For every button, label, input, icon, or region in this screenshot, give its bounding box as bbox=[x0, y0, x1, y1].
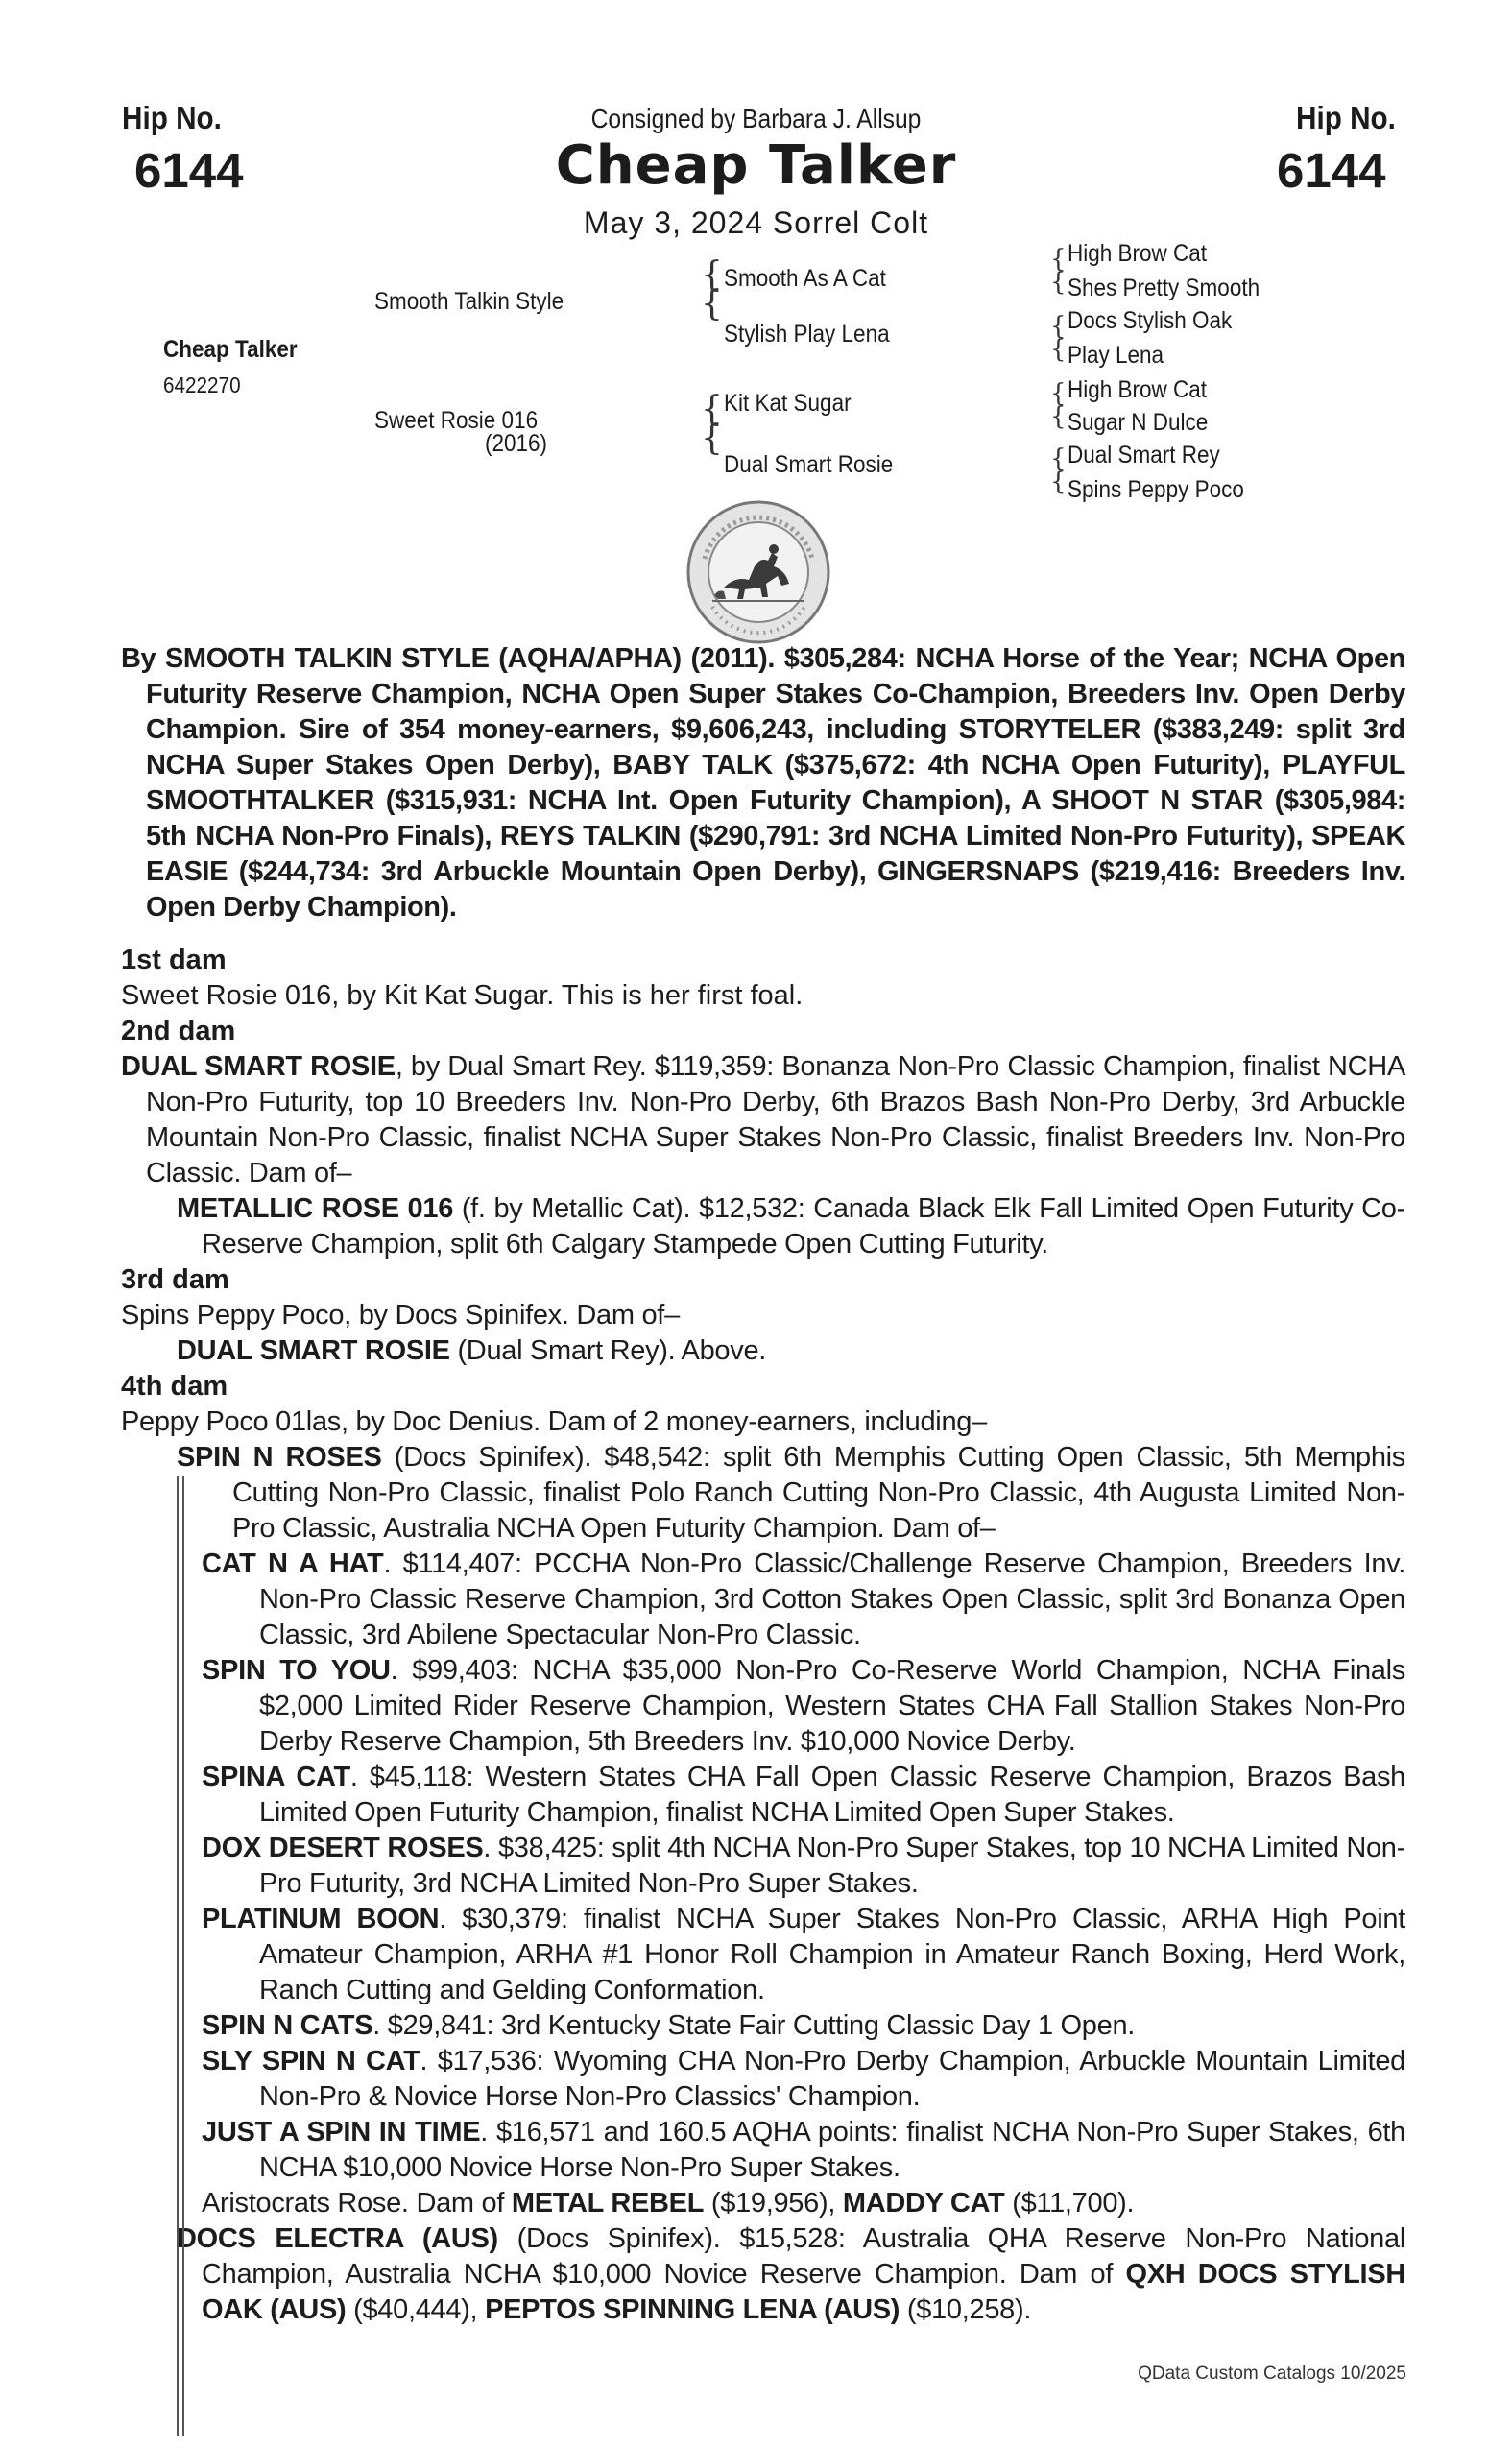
sire-section bbox=[121, 641, 1405, 925]
grand-produce-entry bbox=[121, 1547, 1405, 1653]
fourth-dam-text: Peppy Poco 01las, by Doc Denius. Dam of 2 money-earners, including– bbox=[121, 1406, 987, 1437]
docs-produce-name: PEPTOS SPINNING LENA (AUS) bbox=[485, 2294, 900, 2325]
aristocrats-mid: ($19,956), bbox=[704, 2188, 843, 2219]
produce-text: (Dual Smart Rey). Above. bbox=[449, 1335, 767, 1366]
pedigree-dam-dam: Dual Smart Rosie bbox=[724, 451, 894, 478]
fourth-dam-heading: 4th dam bbox=[121, 1371, 228, 1402]
third-dam-heading: 3rd dam bbox=[121, 1264, 229, 1295]
grand-produce-name: SLY SPIN N CAT bbox=[202, 2046, 420, 2076]
horse-name-title: Cheap Talker bbox=[555, 134, 957, 197]
grand-produce-entry bbox=[121, 1831, 1405, 1902]
grand-produce-text: . $16,571 and 160.5 AQHA points: finalist NCHA Non-Pro Super Stakes, 6th NCHA $10,000 Novice Horse Non-Pro Super Stakes. bbox=[259, 2117, 1406, 2183]
pedigree-gen4: Sugar N Dulce bbox=[1068, 409, 1209, 436]
pedigree-sire: Smooth Talkin Style bbox=[374, 288, 564, 315]
family-bar bbox=[182, 1476, 184, 2436]
consignor-line: Consigned by Barbara J. Allsup bbox=[590, 104, 922, 133]
spin-n-roses-block bbox=[121, 1440, 1405, 2221]
footer-credit: QData Custom Catalogs 10/2025 bbox=[1138, 2364, 1406, 2384]
docs-produce-name: QXH DOCS STYLISH OAK (AUS) bbox=[202, 2259, 1406, 2325]
pedigree-gen4: Dual Smart Rey bbox=[1068, 442, 1220, 468]
grand-produce-entry bbox=[121, 1902, 1405, 2008]
ncha-seal-icon bbox=[685, 499, 831, 645]
third-dam-text: Spins Peppy Poco, by Docs Spinifex. Dam of– bbox=[121, 1300, 680, 1331]
grand-produce-name: JUST A SPIN IN TIME bbox=[202, 2117, 481, 2148]
second-dam-name: DUAL SMART ROSIE bbox=[121, 1051, 396, 1082]
aristocrats-name1: METAL REBEL bbox=[511, 2188, 705, 2219]
grand-produce-entry bbox=[121, 1653, 1405, 1760]
grand-produce-text: . $29,841: 3rd Kentucky State Fair Cutting Classic Day 1 Open. bbox=[372, 2010, 1136, 2041]
female-family bbox=[121, 943, 1405, 2328]
grand-produce-name: PLATINUM BOON bbox=[202, 1904, 440, 1934]
produce-entry bbox=[121, 1191, 1405, 1262]
pedigree-dam-year: (2016) bbox=[485, 430, 548, 457]
produce-text: (Docs Spinifex). $15,528: Australia QHA Reserve Non-Pro National Champion, Australia NCHA $10,000 Novice Reserve Champion. Dam of bbox=[202, 2223, 1405, 2290]
pedigree-sire-sire: Smooth As A Cat bbox=[724, 265, 886, 292]
pedigree-gen4: High Brow Cat bbox=[1068, 376, 1208, 403]
brace-icon: { { bbox=[1050, 379, 1067, 431]
second-dam-entry bbox=[121, 1049, 1405, 1191]
brace-icon: { { bbox=[1050, 312, 1067, 364]
second-dam-heading: 2nd dam bbox=[121, 1016, 236, 1046]
brace-icon: { { bbox=[701, 255, 723, 324]
grand-produce-text: . $99,403: NCHA $35,000 Non-Pro Co-Reserve World Champion, NCHA Finals $2,000 Limited Rider Reserve Champion, Western States CHA Fall Stallion Stakes Non-Pro Derby Reserve Champion, 5th Breeders Inv. $10,000 Novice Derby. bbox=[259, 1655, 1405, 1757]
produce-entry bbox=[121, 1333, 1405, 1369]
grand-produce-name: SPINA CAT bbox=[202, 1762, 350, 1792]
hip-label-left: Hip No. bbox=[122, 100, 222, 135]
produce-name: DOCS ELECTRA (AUS) bbox=[177, 2223, 498, 2254]
hip-number-right: 6144 bbox=[1277, 143, 1386, 198]
grand-produce-name: CAT N A HAT bbox=[202, 1548, 384, 1579]
foal-info: May 3, 2024 Sorrel Colt bbox=[583, 205, 929, 240]
produce-text: (f. by Metallic Cat). $12,532: Canada Black Elk Fall Limited Open Futurity Co-Reserve Champion, split 6th Calgary Stampede Open Cutting Futurity. bbox=[202, 1193, 1405, 1260]
produce-name: SPIN N ROSES bbox=[177, 1442, 382, 1473]
pedigree-dam: Sweet Rosie 016 bbox=[374, 407, 539, 434]
sire-paragraph: By SMOOTH TALKIN STYLE (AQHA/APHA) (2011). $305,284: NCHA Horse of the Year; NCHA Open Futurity Reserve Champion, NCHA Open Super Stakes Co-Champion, Breeders Inv. Open Derby Champion. Sire of 354 money-earners, $9,606,243, including STORYTELER ($383,249: split 3rd NCHA Super Stakes Open Derby), BABY TALK ($375,672: 4th NCHA Open Futurity), PLAYFUL SMOOTHTALKER ($315,931: NCHA Int. Open Futurity Champion), A SHOOT N STAR ($305,984: 5th NCHA Non-Pro Finals), REYS TALKIN ($290,791: 3rd NCHA Limited Non-Pro Futurity), SPEAK EASIE ($244,734: 3rd Arbuckle Mountain Open Derby), GINGERSNAPS ($219,416: Breeders Inv. Open Derby Champion). bbox=[121, 643, 1405, 923]
aristocrats-name2: MADDY CAT bbox=[842, 2188, 1005, 2219]
aristocrats-suffix: ($11,700). bbox=[1004, 2188, 1135, 2219]
brace-icon: { { bbox=[1050, 245, 1067, 297]
pedigree-gen4: High Brow Cat bbox=[1068, 240, 1208, 267]
grand-produce-text: . $38,425: split 4th NCHA Non-Pro Super Stakes, top 10 NCHA Limited Non-Pro Futurity, 3rd NCHA Limited Non-Pro Super Stakes. bbox=[259, 1833, 1405, 1899]
aristocrats-prefix: Aristocrats Rose. Dam of bbox=[202, 2188, 512, 2219]
pedigree-gen4: Docs Stylish Oak bbox=[1068, 307, 1233, 334]
pedigree-gen4: Spins Peppy Poco bbox=[1068, 476, 1244, 503]
hip-label-right: Hip No. bbox=[1296, 100, 1396, 135]
grand-produce-entry bbox=[121, 2044, 1405, 2115]
grand-produce-name: SPIN N CATS bbox=[202, 2010, 373, 2041]
first-dam-text: Sweet Rosie 016, by Kit Kat Sugar. This is her first foal. bbox=[121, 980, 804, 1011]
docs-produce-suffix: ($10,258). bbox=[900, 2294, 1032, 2325]
docs-produce-mid: ($40,444), bbox=[346, 2294, 486, 2325]
pedigree-sire-dam: Stylish Play Lena bbox=[724, 321, 890, 348]
produce-entry bbox=[121, 2221, 1405, 2328]
pedigree-registration: 6422270 bbox=[163, 372, 241, 397]
brace-icon: { { bbox=[701, 390, 723, 458]
family-bar bbox=[177, 1476, 179, 2436]
grand-produce-text: . $30,379: finalist NCHA Super Stakes Non-Pro Classic, ARHA High Point Amateur Champion, ARHA #1 Honor Roll Champion in Amateur Ranch Boxing, Herd Work, Ranch Cutting and Gelding Conformation. bbox=[259, 1904, 1405, 2005]
produce-name: DUAL SMART ROSIE bbox=[177, 1335, 450, 1366]
grand-produce-name: SPIN TO YOU bbox=[202, 1655, 391, 1686]
hip-number-left: 6144 bbox=[134, 143, 244, 198]
grand-produce-entry bbox=[121, 1760, 1405, 1831]
second-dam-text: , by Dual Smart Rey. $119,359: Bonanza Non-Pro Classic Champion, finalist NCHA Non-Pro Futurity, top 10 Breeders Inv. Non-Pro Derby, 6th Brazos Bash Non-Pro Derby, 3rd Arbuckle Mountain Non-Pro Classic, finalist NCHA Super Stakes Non-Pro Classic, finalist Breeders Inv. Non-Pro Classic. Dam of– bbox=[146, 1051, 1405, 1188]
pedigree-subject: Cheap Talker bbox=[163, 336, 298, 363]
grand-produce-entry bbox=[121, 2115, 1405, 2186]
produce-entry bbox=[121, 1440, 1405, 1547]
grand-produce-entry bbox=[121, 2186, 1405, 2221]
brace-icon: { { bbox=[1050, 444, 1067, 496]
grand-produce-text: . $114,407: PCCHA Non-Pro Classic/Challenge Reserve Champion, Breeders Inv. Non-Pro Classic Reserve Champion, 3rd Cotton Stakes Open Classic, split 3rd Bonanza Open Classic, 3rd Abilene Spectacular Non-Pro Classic. bbox=[259, 1548, 1405, 1650]
grand-produce-text: . $45,118: Western States CHA Fall Open Classic Reserve Champion, Brazos Bash Limited Open Futurity Champion, finalist NCHA Limited Open Super Stakes. bbox=[259, 1762, 1405, 1828]
pedigree-gen4: Shes Pretty Smooth bbox=[1068, 275, 1260, 301]
grand-produce-text: . $17,536: Wyoming CHA Non-Pro Derby Champion, Arbuckle Mountain Limited Non-Pro & Novice Horse Non-Pro Classics' Champion. bbox=[259, 2046, 1406, 2112]
pedigree-dam-sire: Kit Kat Sugar bbox=[724, 390, 852, 417]
grand-produce-name: DOX DESERT ROSES bbox=[202, 1833, 484, 1863]
first-dam-heading: 1st dam bbox=[121, 945, 227, 975]
produce-name: METALLIC ROSE 016 bbox=[177, 1193, 454, 1224]
grand-produce-entry bbox=[121, 2008, 1405, 2044]
produce-text: (Docs Spinifex). $48,542: split 6th Memphis Cutting Open Classic, 5th Memphis Cutting Non-Pro Classic, finalist Polo Ranch Cutting Non-Pro Classic, 4th Augusta Limited Non-Pro Classic, Australia NCHA Open Futurity Champion. Dam of– bbox=[232, 1442, 1405, 1544]
pedigree-gen4: Play Lena bbox=[1068, 342, 1164, 369]
